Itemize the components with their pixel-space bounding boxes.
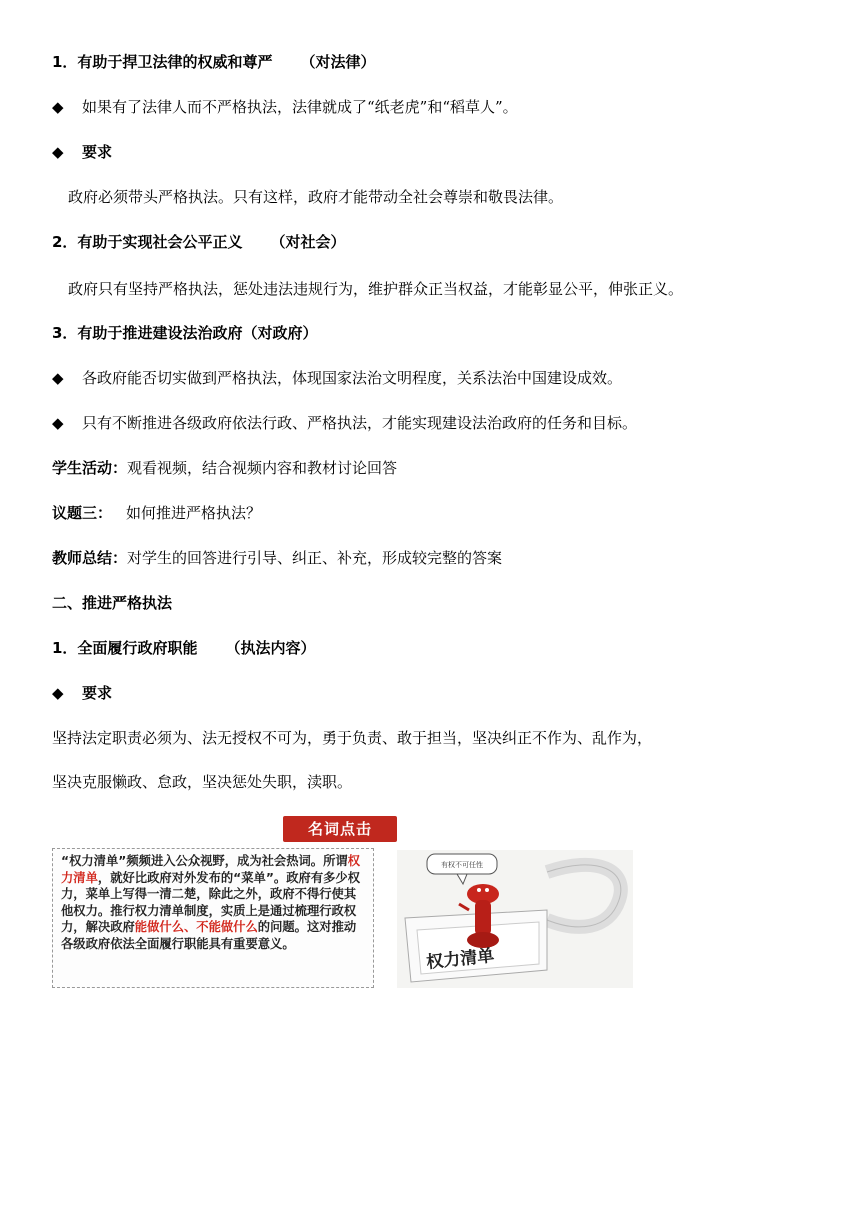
topic-three: 议题三： 如何推进严格执法？ xyxy=(52,504,262,522)
diamond-bullet-icon: ◆ xyxy=(52,684,64,702)
bullet-tasks: ◆ 只有不断推进各级政府依法行政、严格执法，才能实现建设法治政府的任务和目标。 xyxy=(52,414,638,432)
heading-duties: 1．全面履行政府职能 （执法内容） xyxy=(52,639,316,657)
paragraph-government-lead: 政府必须带头严格执法。只有这样，政府才能带动全社会尊崇和敬畏法律。 xyxy=(68,188,564,206)
highlight-power-list: 权力清单 xyxy=(61,854,361,885)
cartoon-power-list-label: 权力清单 xyxy=(425,945,496,973)
paragraph-duties-1: 坚持法定职责必须为、法无授权不可为，勇于负责、敢于担当，坚决纠正不作为、乱作为， xyxy=(52,729,653,747)
power-list-cartoon xyxy=(397,850,633,988)
bullet-requirement-1: ◆ 要求 xyxy=(52,143,113,161)
section-two-heading: 二、推进严格执法 xyxy=(52,594,173,612)
paragraph-duties-2: 坚决克服懒政、怠政，坚决惩处失职，渎职。 xyxy=(52,773,353,791)
cartoon-bubble-text: 有权不可任性 xyxy=(441,861,483,869)
paragraph-fairness: 政府只有坚持严格执法，惩处违法违规行为，维护群众正当权益，才能彰显公平，伸张正义。 xyxy=(68,280,684,298)
term-banner: 名词点击 xyxy=(283,816,397,842)
heading-2: 2．有助于实现社会公平正义 （对社会） xyxy=(52,233,346,251)
diamond-bullet-icon: ◆ xyxy=(52,369,64,387)
diamond-bullet-icon: ◆ xyxy=(52,414,64,432)
bullet-requirement-2: ◆ 要求 xyxy=(52,684,113,702)
diamond-bullet-icon: ◆ xyxy=(52,98,64,116)
cartoon-illustration xyxy=(397,850,633,988)
heading-1: 1．有助于捍卫法律的权威和尊严 （对法律） xyxy=(52,53,376,71)
teacher-summary: 教师总结：对学生的回答进行引导、纠正、补充，形成较完整的答案 xyxy=(52,549,503,567)
term-explanation-box: “权力清单”频频进入公众视野，成为社会热词。所谓权力清单，就好比政府对外发布的“菜单”。政府有多少权力，菜单上写得一清二楚，除此之外，政府不得行使其他权力。推行权力清单制度，实质上是通过梳理行政权力，解决政府能做什么、不能做什么的问题。这对推动各级政府依法全面履行职能具有重要意义。 xyxy=(52,848,374,988)
bullet-paper-tiger: ◆ 如果有了法律人而不严格执法，法律就成了“纸老虎”和“稻草人”。 xyxy=(52,98,518,116)
bullet-civilization: ◆ 各政府能否切实做到严格执法，体现国家法治文明程度，关系法治中国建设成效。 xyxy=(52,369,623,387)
highlight-can-cannot: 能做什么、不能做什么 xyxy=(134,920,258,934)
student-activity: 学生活动：观看视频，结合视频内容和教材讨论回答 xyxy=(52,459,398,477)
diamond-bullet-icon: ◆ xyxy=(52,143,64,161)
heading-3: 3．有助于推进建设法治政府（对政府） xyxy=(52,324,318,342)
